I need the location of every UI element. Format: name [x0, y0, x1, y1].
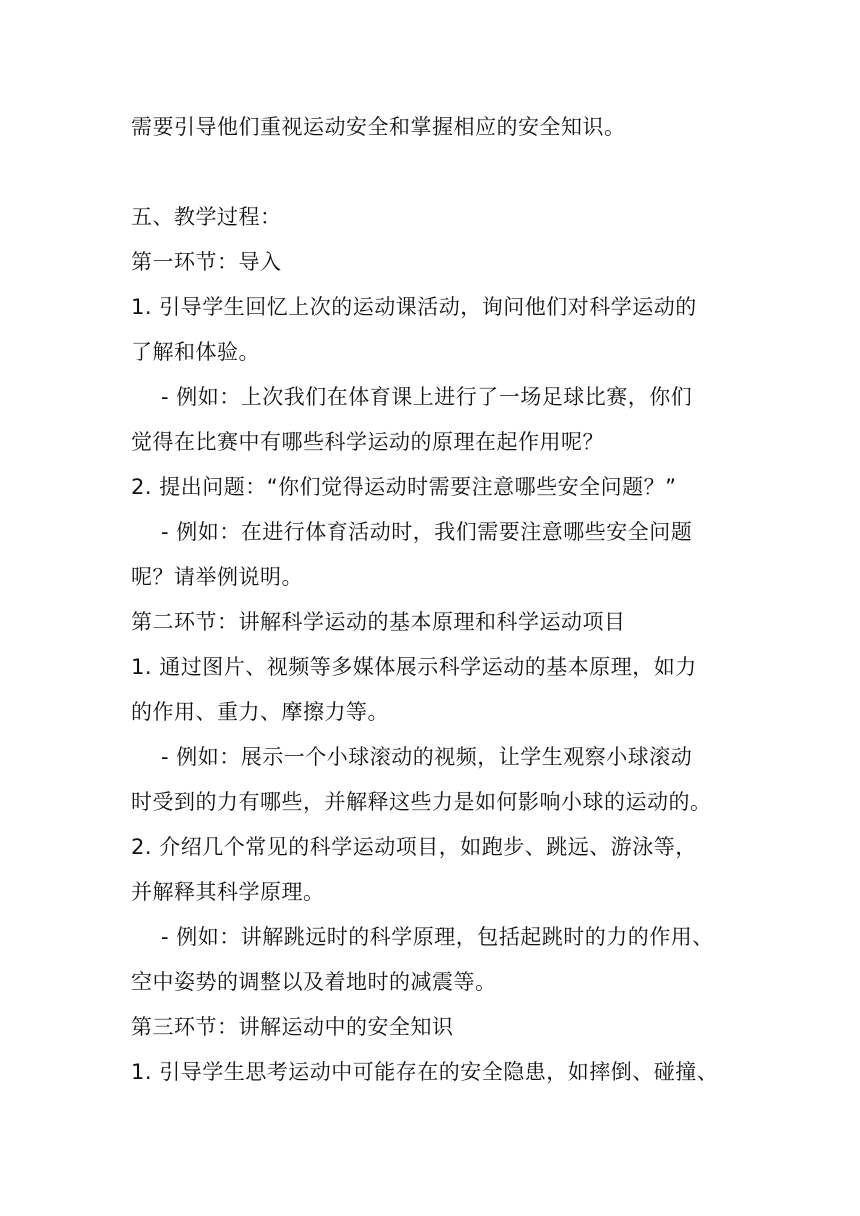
- list-item-1-1-cont: 了解和体验。: [131, 340, 260, 364]
- list-item-2-2: 2. 介绍几个常见的科学运动项目，如跑步、跳远、游泳等，: [131, 835, 697, 859]
- list-item-2-2-cont: 并解释其科学原理。: [131, 880, 325, 904]
- section-heading-teaching-process: 五、教学过程：: [131, 205, 282, 229]
- example-2-2: - 例如：讲解跳远时的科学原理，包括起跳时的力的作用、: [161, 925, 714, 949]
- stage-heading-3: 第三环节：讲解运动中的安全知识: [131, 1015, 454, 1039]
- stage-heading-1: 第一环节：导入: [131, 250, 282, 274]
- example-1-2-cont: 呢？请举例说明。: [131, 565, 303, 589]
- example-1-2: - 例如：在进行体育活动时，我们需要注意哪些安全问题: [161, 520, 693, 544]
- example-2-1: - 例如：展示一个小球滚动的视频，让学生观察小球滚动: [161, 745, 693, 769]
- list-item-1-1: 1. 引导学生回忆上次的运动课活动，询问他们对科学运动的: [131, 295, 697, 319]
- example-1-1: - 例如：上次我们在体育课上进行了一场足球比赛，你们: [161, 385, 693, 409]
- stage-heading-2: 第二环节：讲解科学运动的基本原理和科学运动项目: [131, 610, 626, 634]
- example-2-1-cont: 时受到的力有哪些，并解释这些力是如何影响小球的运动的。: [131, 790, 712, 814]
- list-item-1-2: 2. 提出问题：“你们觉得运动时需要注意哪些安全问题？”: [131, 475, 677, 499]
- example-1-1-cont: 觉得在比赛中有哪些科学运动的原理在起作用呢？: [131, 430, 604, 454]
- example-2-2-cont: 空中姿势的调整以及着地时的减震等。: [131, 970, 497, 994]
- paragraph-line-1: 需要引导他们重视运动安全和掌握相应的安全知识。: [131, 115, 626, 139]
- list-item-2-1: 1. 通过图片、视频等多媒体展示科学运动的基本原理，如力: [131, 655, 697, 679]
- list-item-3-1: 1. 引导学生思考运动中可能存在的安全隐患，如摔倒、碰撞、: [131, 1060, 719, 1084]
- list-item-2-1-cont: 的作用、重力、摩擦力等。: [131, 700, 389, 724]
